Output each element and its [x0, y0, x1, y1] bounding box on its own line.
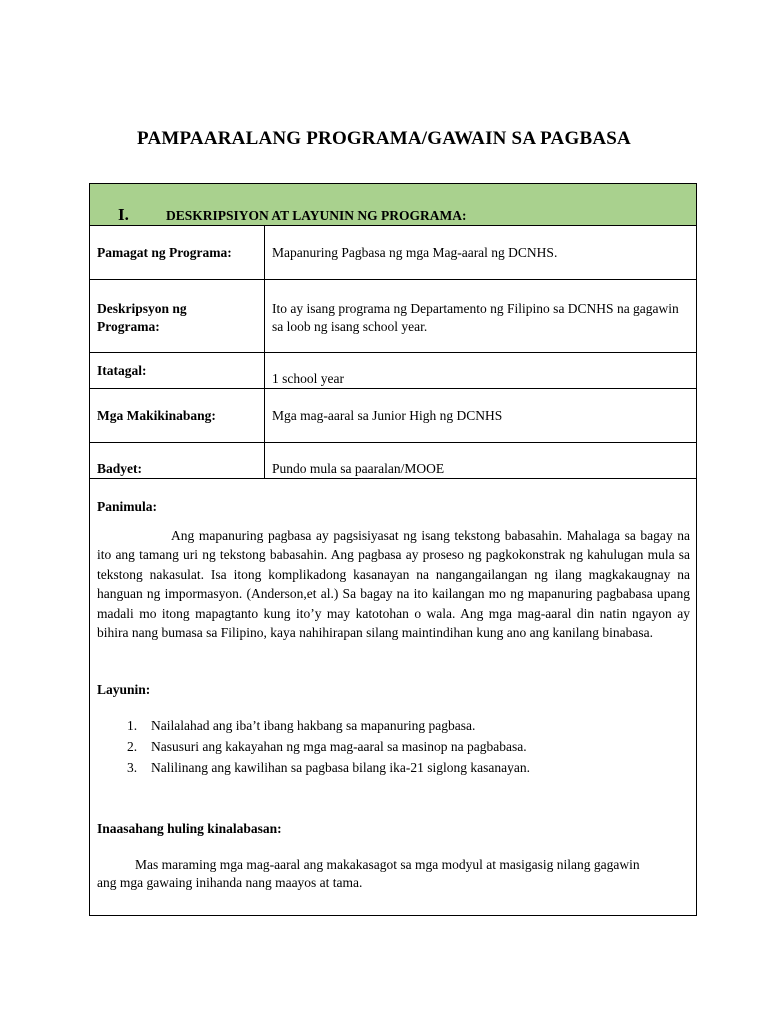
panimula-heading: Panimula: — [97, 499, 158, 514]
item-number: 2. — [127, 739, 138, 754]
row-value: Pundo mula sa paaralan/MOOE — [272, 461, 445, 476]
layunin-heading: Layunin: — [97, 682, 151, 697]
item-text: Nasusuri ang kakayahan ng mga mag-aaral sa masinop na pagbabasa. — [151, 739, 527, 754]
inaasahan-heading: Inaasahang huling kinalabasan: — [97, 821, 282, 836]
row-makikinabang — [90, 389, 696, 443]
row-label: Pamagat ng Programa: — [97, 245, 232, 260]
inaasahan-paragraph: Mas maraming mga mag-aaral ang makakasagot sa mga modyul at masigasig nilang gagawin ang mga gawaing inihanda nang maayos at tama. — [97, 857, 640, 890]
document-title: PAMPAARALANG PROGRAMA/GAWAIN SA PAGBASA — [137, 128, 631, 149]
row-badyet — [90, 443, 696, 479]
row-label: Mga Makikinabang: — [97, 408, 216, 423]
row-deskripsyon — [90, 280, 696, 353]
program-table — [89, 183, 697, 916]
item-text: Nalilinang ang kawilihan sa pagbasa bilang ika-21 siglong kasanayan. — [151, 760, 531, 775]
row-value: 1 school year — [272, 371, 344, 386]
row-label: Deskripsyon ng Programa: — [97, 301, 187, 334]
section-heading: DESKRIPSIYON AT LAYUNIN NG PROGRAMA: — [166, 208, 467, 223]
item-number: 1. — [127, 718, 138, 733]
item-number: 3. — [127, 760, 138, 775]
row-pamagat — [90, 226, 696, 280]
section-number: I. — [118, 205, 129, 224]
row-value: Mapanuring Pagbasa ng mga Mag-aaral ng DCNHS. — [272, 245, 558, 260]
row-itatagal — [90, 353, 696, 389]
panimula-paragraph: Ang mapanuring pagbasa ay pagsisiyasat ng isang tekstong babasahin. Mahalaga sa bagay na ito ang tamang uri ng tekstong babasahin. Ang pagbasa ay proseso ng pagkokonstrak ng kahulugan mula sa tekstong nakasulat. Isa itong komplikadong kasanayan na nangangailangan ng ilang magkakaugnay na hanguan ng impormasyon. (Anderson,et al.) Sa bagay na ito kailangan mo ng mapanuring pagbabasa upang madali mo itong mapagtanto kung ito’y may katotohan o wala. Ang mga mag-aaral din natin ngayon ay bihira nang bumasa sa Filipino, kaya nahihirapan silang maintindihan kung ano ang kanilang binabasa. — [97, 528, 690, 641]
row-value: Ito ay isang programa ng Departamento ng Filipino sa DCNHS na gagawin sa loob ng isang school year. — [272, 301, 679, 334]
row-label: Badyet: — [97, 461, 142, 476]
section-header — [90, 184, 696, 226]
row-value: Mga mag-aaral sa Junior High ng DCNHS — [272, 408, 503, 423]
item-text: Nailalahad ang iba’t ibang hakbang sa mapanuring pagbasa. — [151, 718, 476, 733]
row-label: Itatagal: — [97, 363, 147, 378]
